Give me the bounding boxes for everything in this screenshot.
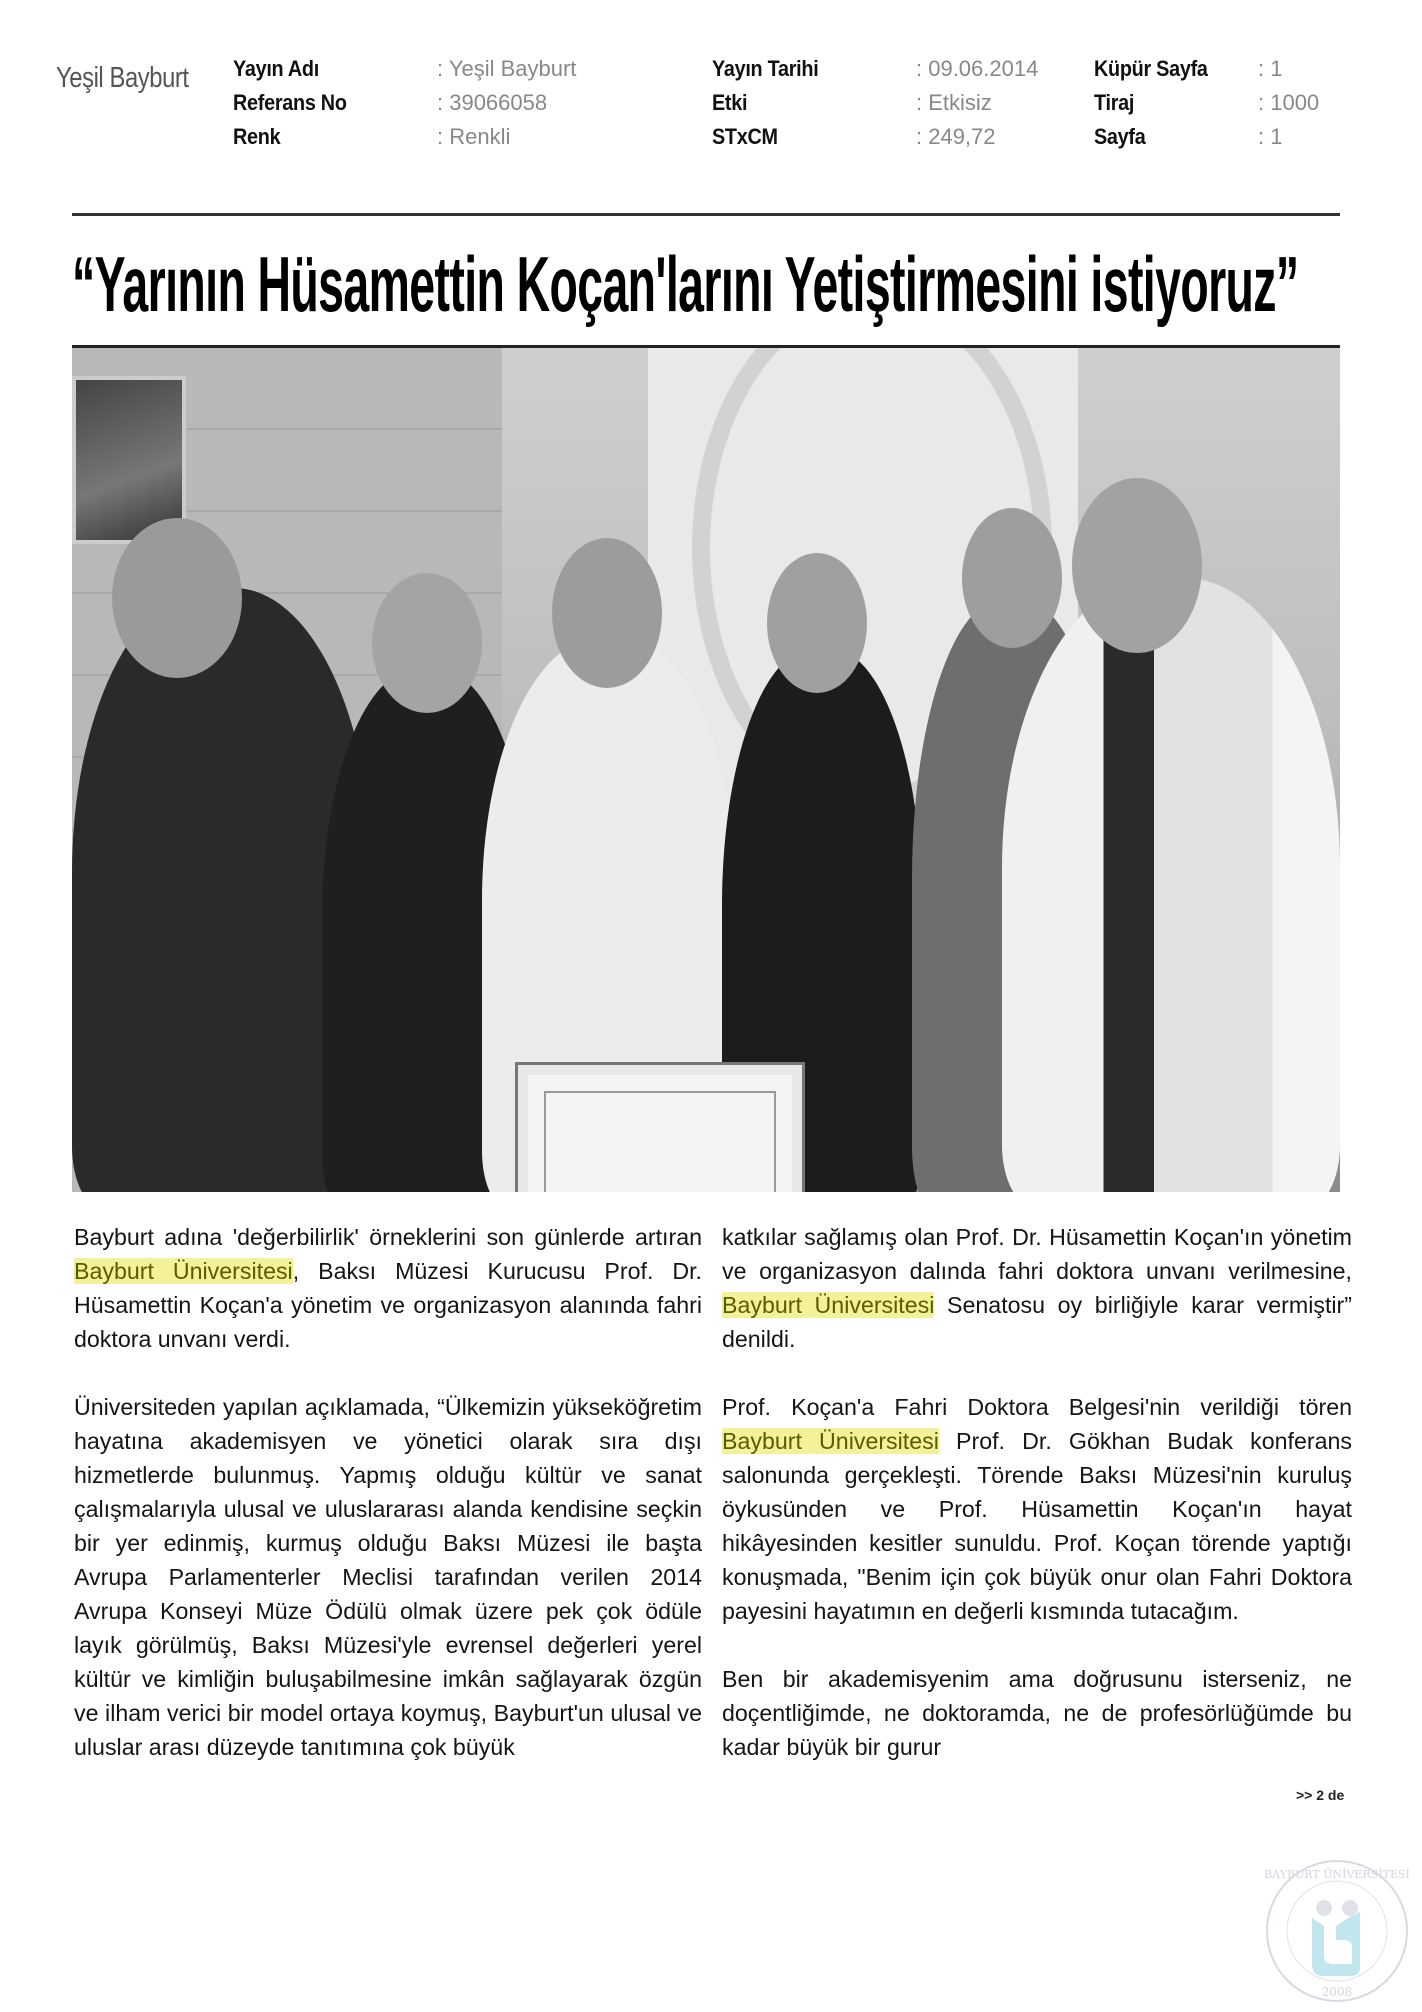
meta-label-tiraj: Tiraj: [1094, 90, 1135, 115]
meta-value-yayin-adi: : Yeşil Bayburt: [437, 56, 577, 81]
meta-value-stxcm: : 249,72: [916, 124, 996, 149]
publication-logo: Yeşil Bayburt: [56, 62, 189, 94]
meta-labels-col3: [1094, 52, 1220, 154]
article-photo: [72, 345, 1340, 1192]
meta-labels-col1: [233, 52, 359, 154]
paragraph-text: Prof. Koçan'a Fahri Doktora Belgesi'nin verildiği tören: [722, 1394, 1352, 1420]
photo-person-5-head: [962, 508, 1062, 648]
photo-person-6: [1002, 578, 1340, 1192]
meta-value-yayin-tarihi: : 09.06.2014: [916, 56, 1039, 81]
watermark-ring-text: BAYBURT ÜNİVERSİTESİ: [1264, 1868, 1410, 1881]
article-paragraph: [722, 1220, 1352, 1356]
highlight-term: Bayburt Üniversitesi: [722, 1428, 939, 1454]
meta-label-yayin-adi: Yayın Adı: [233, 56, 319, 81]
article-right-column: [722, 1220, 1352, 1798]
paragraph-text: , Baksı Müzesi Kurucusu Prof. Dr. Hüsamettin Koçan'a yönetim ve organizasyon alanında fahri doktora unvanı verdi.: [74, 1258, 702, 1352]
paragraph-text: Senatosu oy birliğiyle karar vermiştir” denildi.: [722, 1292, 1352, 1352]
article-paragraph: Üniversiteden yapılan açıklamada, “Ülkemizin yükseköğretim hayatına akademisyen ve yönetici olarak sıra dışı hizmetlerde bulunmuş. Yapmış olduğu kültür ve sanat çalışmalarıyla ulusal ve uluslararası alanda kendisine seçkin bir yer edinmiş, kurmuş olduğu Baksı Müzesi ile başta Avrupa Parlamenterler Meclisi tarafından verilen 2014 Avrupa Konseyi Müze Ödülü olmak üzere pek çok ödüle layık görülmüş, Baksı Müzesi'yle evrensel değerleri yerel kültür ve kimliğin buluşabilmesine imkân sağlayarak özgün ve ilham verici bir model ortaya koymuş, Bayburt'un ulusal ve uluslar arası düzeyde tanıtımına çok büyük: [74, 1394, 702, 1760]
photo-person-1-head: [112, 518, 242, 678]
meta-value-renk: : Renkli: [437, 124, 511, 149]
header-divider: [72, 213, 1340, 216]
watermark-year: 2008: [1321, 1985, 1353, 1999]
meta-label-stxcm: STxCM: [712, 124, 778, 149]
meta-label-yayin-tarihi: Yayın Tarihi: [712, 56, 819, 81]
meta-value-etki: : Etkisiz: [916, 90, 992, 115]
article-headline: “Yarının Hüsamettin Koçan'larını Yetiştirmesini istiyoruz”: [72, 240, 1299, 328]
meta-value-kupur-sayfa: : 1: [1258, 56, 1283, 81]
meta-values-col2: [916, 52, 1038, 154]
highlight-term: Bayburt Üniversitesi: [74, 1258, 293, 1284]
article-paragraph: [74, 1220, 702, 1356]
article-paragraph: Ben bir akademisyenim ama doğrusunu isterseniz, ne doçentliğimde, ne doktoramda, ne de profesörlüğümde bu kadar büyük bir gurur: [722, 1666, 1352, 1760]
photo-person-4-head: [767, 553, 867, 693]
article-left-column: [74, 1220, 702, 1798]
paragraph-text: Prof. Dr. Gökhan Budak konferans salonunda gerçekleşti. Törende Baksı Müzesi'nin kuruluş öykusünden ve Prof. Hüsamettin Koçan'ın hayat hikâyesinden kesitler sunuldu. Prof. Koçan törende yaptığı konuşmada, "Benim için çok büyük onur olan Fahri Doktora payesini hayatımın en değerli kısmında tutacağım.: [722, 1428, 1352, 1624]
article-paragraph: [722, 1390, 1352, 1628]
photo-person-2-head: [372, 573, 482, 713]
meta-values-col1: [437, 52, 576, 154]
paragraph-text: Bayburt adına 'değerbilirlik' örneklerini son günlerde artıran: [74, 1224, 702, 1250]
meta-label-renk: Renk: [233, 124, 281, 149]
highlight-term: Bayburt Üniversitesi: [722, 1292, 935, 1318]
photo-person-3-head: [552, 538, 662, 688]
photo-diploma-frame: [518, 1065, 802, 1192]
meta-labels-col2: [712, 52, 830, 154]
university-watermark-logo-icon: [1262, 1856, 1412, 2006]
meta-label-kupur-sayfa: Küpür Sayfa: [1094, 56, 1208, 81]
meta-value-sayfa: : 1: [1258, 124, 1283, 149]
paragraph-text: katkılar sağlamış olan Prof. Dr. Hüsamettin Koçan'ın yönetim ve organizasyon dalında fahri doktora unvanı verilmesine,: [722, 1224, 1352, 1284]
continuation-marker: >> 2 de: [1296, 1787, 1345, 1803]
meta-label-sayfa: Sayfa: [1094, 124, 1146, 149]
meta-label-etki: Etki: [712, 90, 748, 115]
meta-values-col3: [1258, 52, 1319, 154]
meta-label-referans-no: Referans No: [233, 90, 347, 115]
meta-value-referans-no: : 39066058: [437, 90, 548, 115]
meta-value-tiraj: : 1000: [1258, 90, 1320, 115]
photo-person-6-head: [1072, 478, 1202, 653]
